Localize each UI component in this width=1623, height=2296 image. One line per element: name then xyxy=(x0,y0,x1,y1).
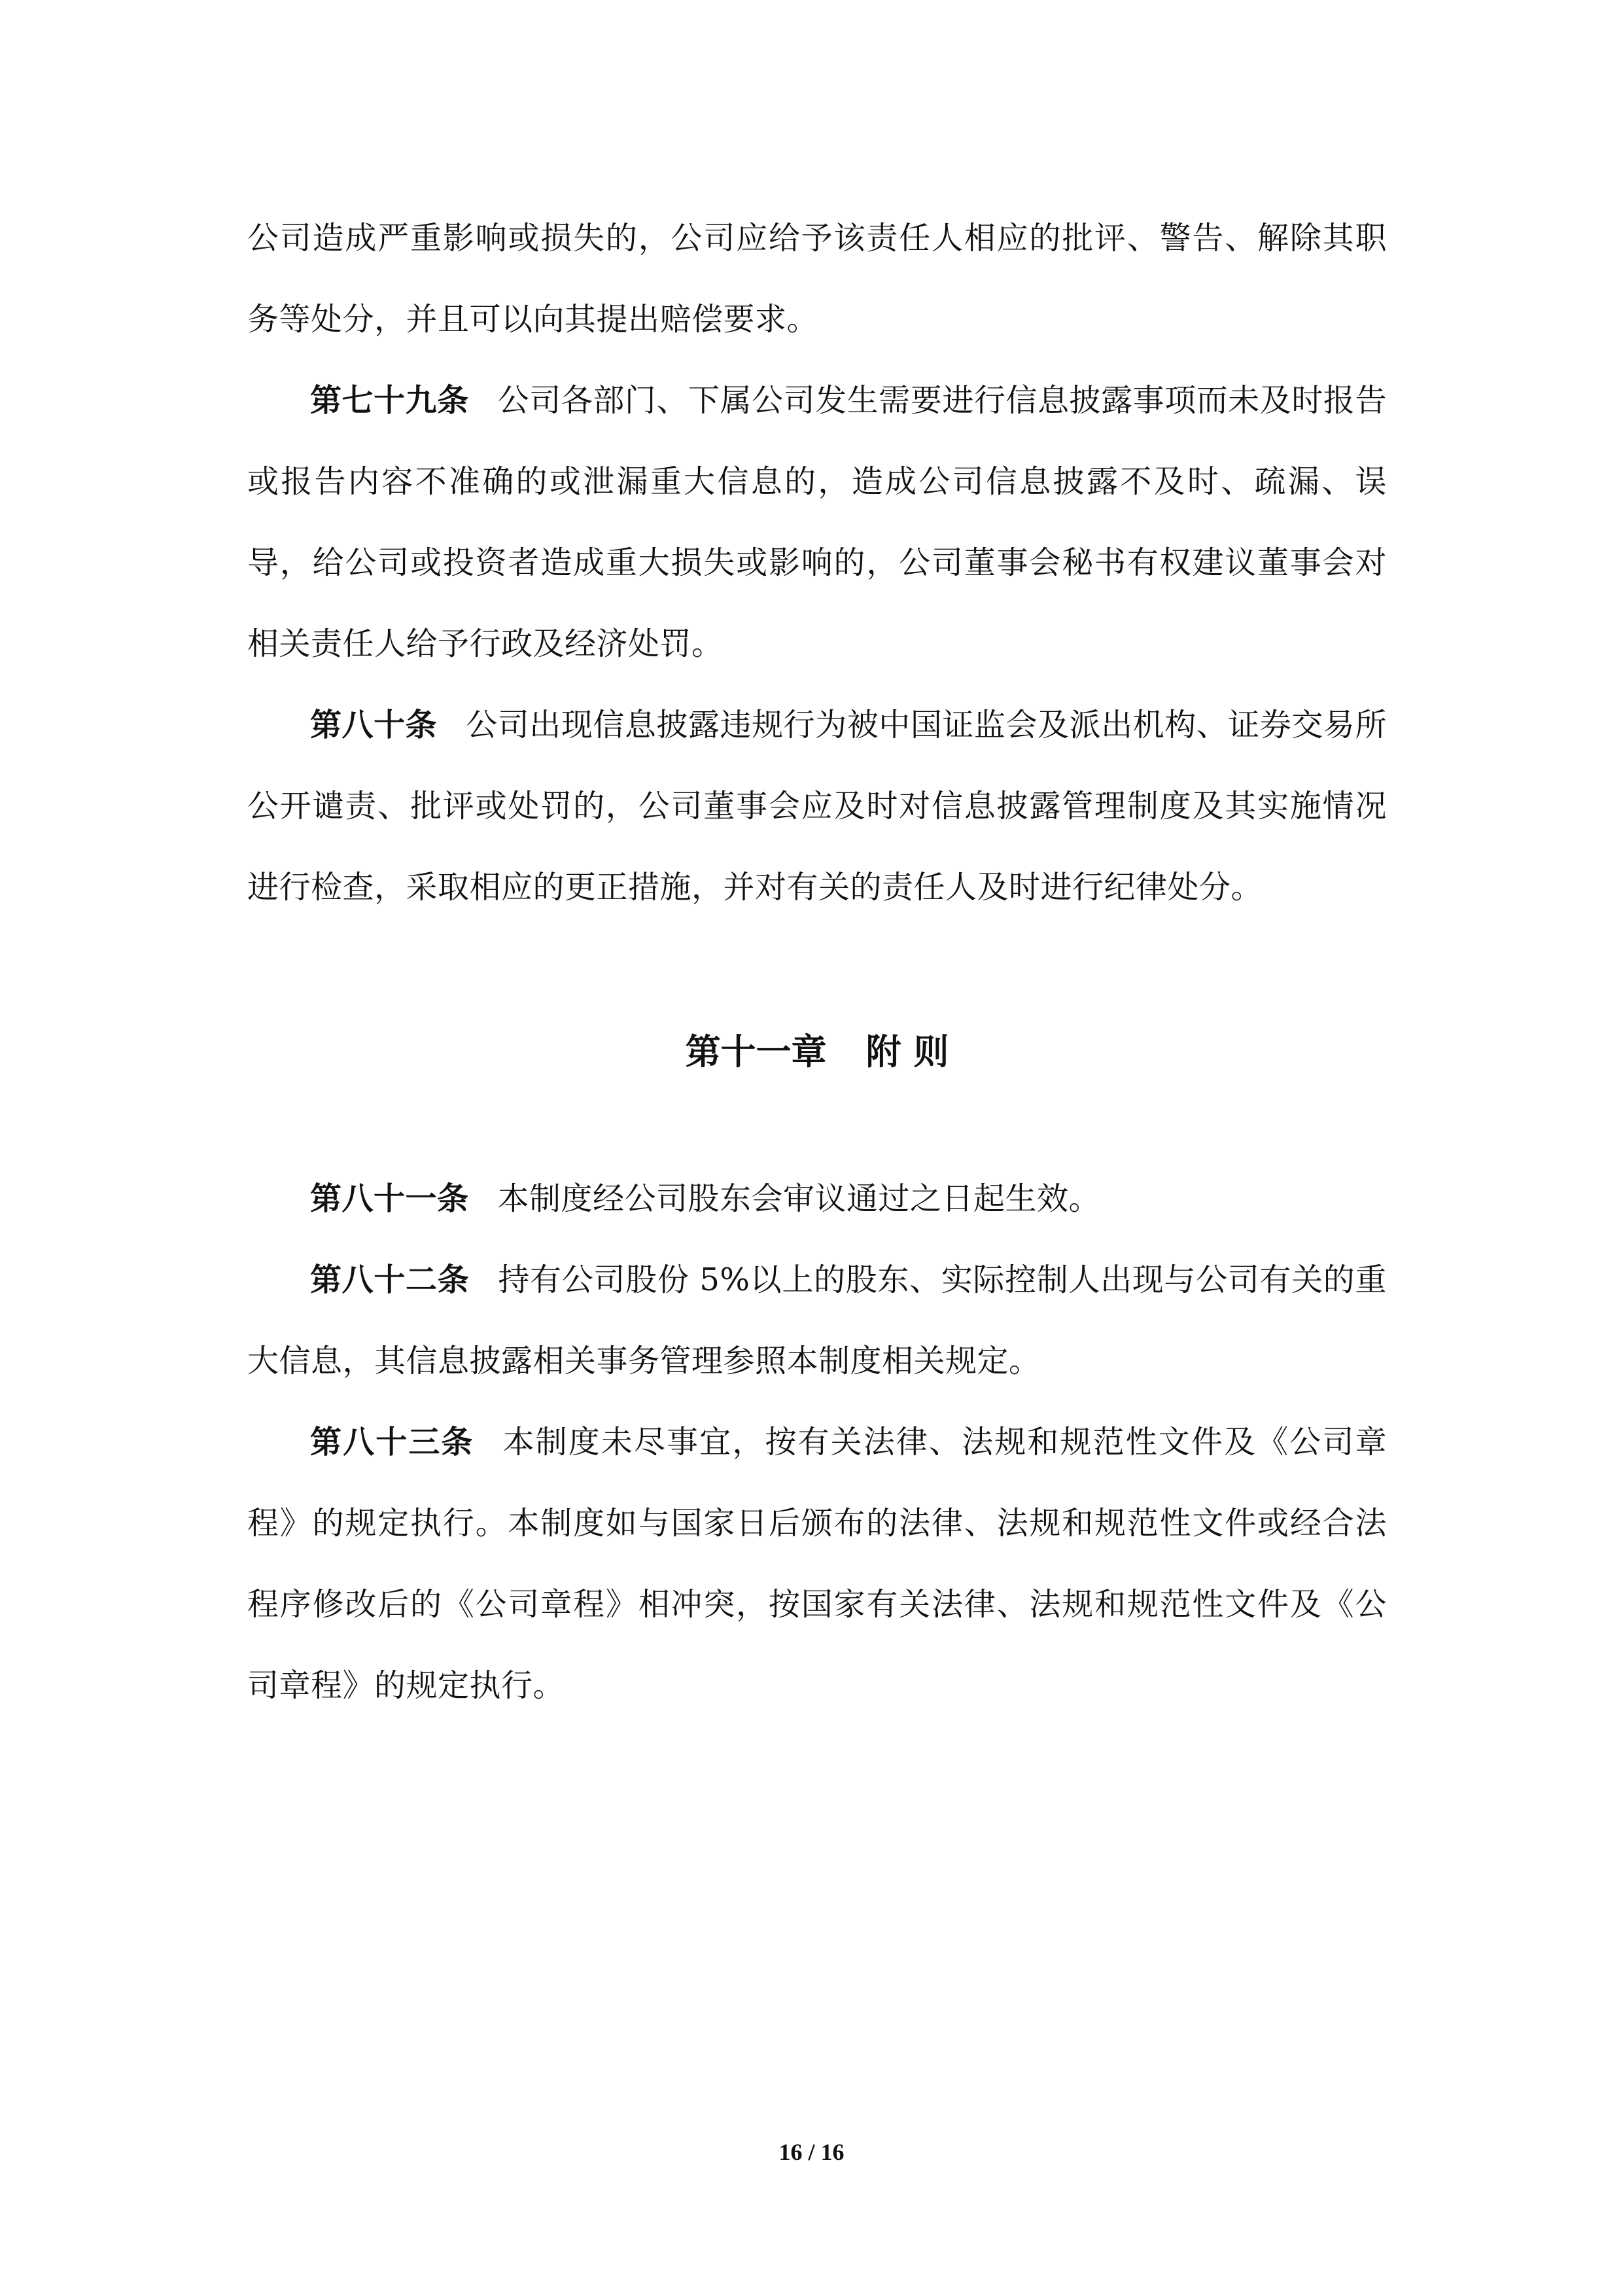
article-label: 第七十九条 xyxy=(310,382,469,419)
article-label: 第八十条 xyxy=(310,707,438,743)
article-text: 持有公司股份 5%以上的股东、实际控制人出现与公司有关的重大信息，其信息披露相关事务管理参照本制度相关规定。 xyxy=(247,1262,1387,1379)
article-label: 第八十二条 xyxy=(310,1262,470,1298)
page-number: 16 / 16 xyxy=(778,2139,845,2165)
article-text: 本制度未尽事宜，按有关法律、法规和规范性文件及《公司章程》的规定执行。本制度如与国家日后颁布的法律、法规和规范性文件或经合法程序修改后的《公司章程》相冲突，按国家有关法律、法规和规范性文件及《公司章程》的规定执行。 xyxy=(247,1424,1387,1704)
continuation-paragraph: 公司造成严重影响或损失的，公司应给予该责任人相应的批评、警告、解除其职务等处分，并且可以向其提出赔偿要求。 xyxy=(247,220,1387,338)
document-body xyxy=(247,198,1387,1726)
article-80 xyxy=(247,684,1387,928)
article-81 xyxy=(247,1158,1387,1239)
article-text: 本制度经公司股东会审议通过之日起生效。 xyxy=(497,1180,1101,1217)
article-82 xyxy=(247,1239,1387,1402)
chapter-number: 第十一章 xyxy=(685,1031,827,1072)
article-text: 公司各部门、下属公司发生需要进行信息披露事项而未及时报告或报告内容不准确的或泄漏重大信息的，造成公司信息披露不及时、疏漏、误导，给公司或投资者造成重大损失或影响的，公司董事会秘书有权建议董事会对相关责任人给予行政及经济处罚。 xyxy=(247,382,1387,662)
spacer xyxy=(247,1093,1387,1158)
article-label: 第八十一条 xyxy=(310,1180,469,1217)
article-83 xyxy=(247,1402,1387,1726)
article-label: 第八十三条 xyxy=(310,1424,474,1460)
article-79 xyxy=(247,360,1387,684)
spacer xyxy=(247,928,1387,1012)
chapter-title: 附 则 xyxy=(865,1031,949,1072)
article-text: 公司出现信息披露违规行为被中国证监会及派出机构、证券交易所公开谴责、批评或处罚的，公司董事会应及时对信息披露管理制度及其实施情况进行检查，采取相应的更正措施，并对有关的责任人及时进行纪律处分。 xyxy=(247,707,1387,906)
chapter-heading xyxy=(247,1012,1387,1093)
